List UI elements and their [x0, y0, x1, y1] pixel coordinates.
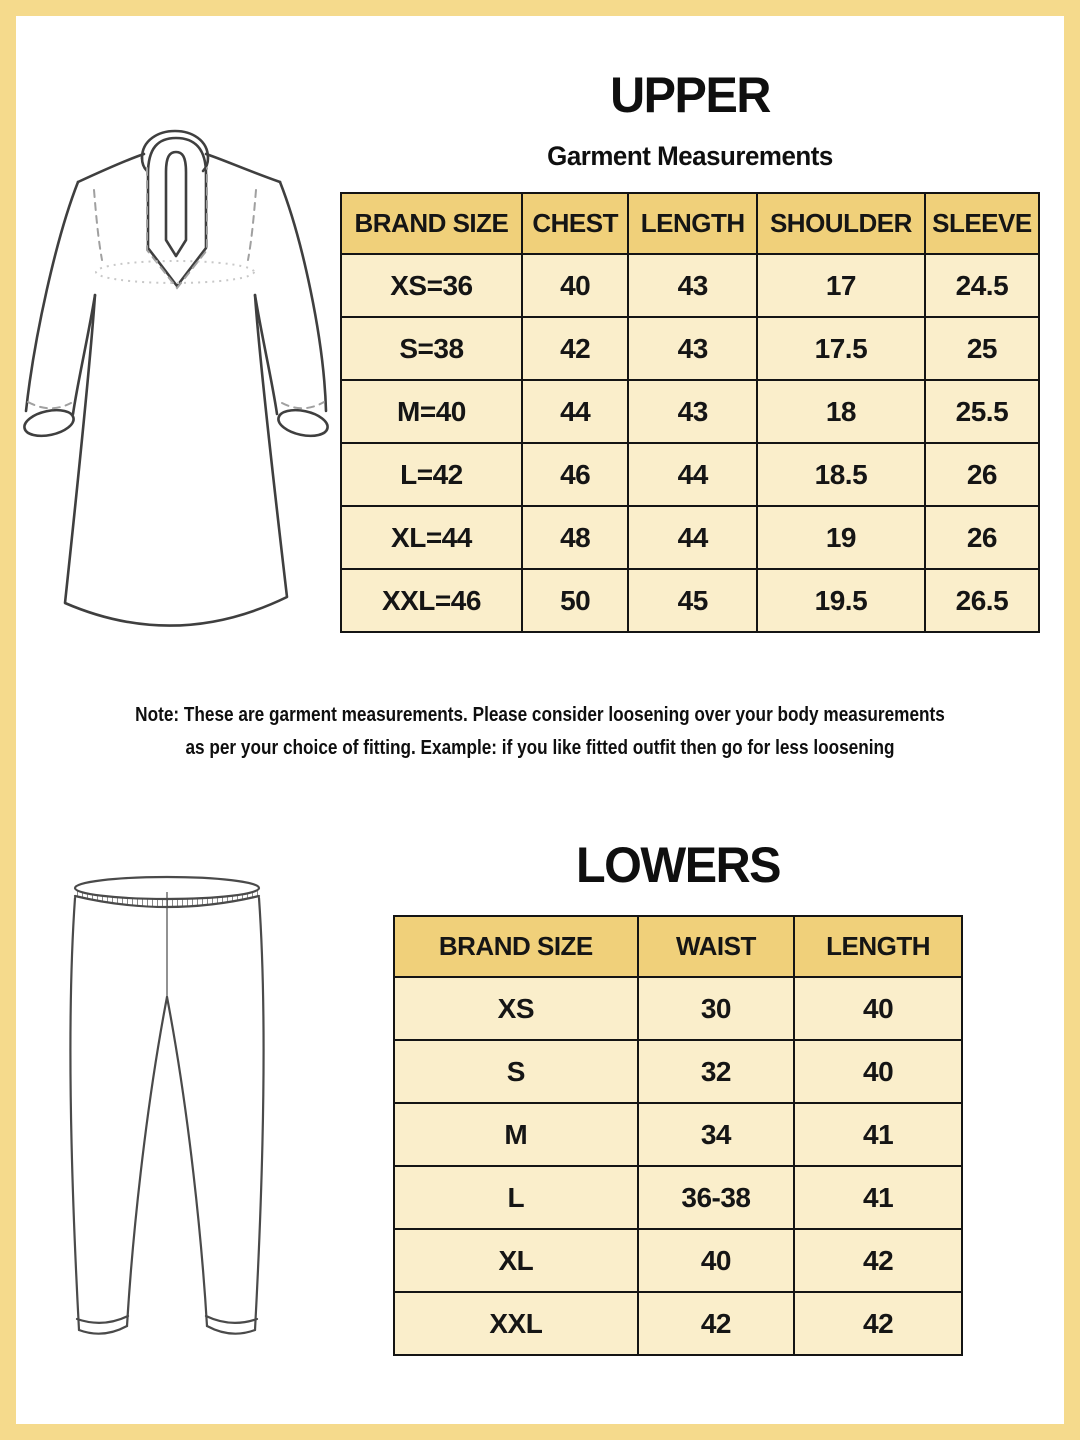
table-cell: 19 — [757, 506, 925, 569]
table-cell: 43 — [628, 317, 757, 380]
table-cell: 26 — [925, 506, 1039, 569]
column-header: BRAND SIZE — [341, 193, 522, 254]
table-cell: M — [394, 1103, 638, 1166]
table-cell: 42 — [794, 1229, 962, 1292]
table-cell: 34 — [638, 1103, 795, 1166]
measurement-note-line1: Note: These are garment measurements. Please consider loosening over your body measurements — [135, 704, 945, 726]
table-cell: 40 — [794, 977, 962, 1040]
table-row — [341, 506, 1039, 569]
table-cell: 25.5 — [925, 380, 1039, 443]
lowers-size-table — [393, 915, 963, 1356]
table-cell: 44 — [522, 380, 629, 443]
upper-section-title: UPPER — [610, 67, 770, 123]
table-cell: 18.5 — [757, 443, 925, 506]
table-cell: 26.5 — [925, 569, 1039, 632]
pants-illustration — [40, 862, 290, 1340]
table-cell: 40 — [794, 1040, 962, 1103]
column-header: LENGTH — [794, 916, 962, 977]
table-cell: 25 — [925, 317, 1039, 380]
table-cell: 44 — [628, 443, 757, 506]
table-cell: 24.5 — [925, 254, 1039, 317]
table-cell: 19.5 — [757, 569, 925, 632]
table-cell: 41 — [794, 1166, 962, 1229]
table-row — [394, 1103, 962, 1166]
table-cell: 42 — [522, 317, 629, 380]
column-header: BRAND SIZE — [394, 916, 638, 977]
table-cell: 43 — [628, 254, 757, 317]
column-header: CHEST — [522, 193, 629, 254]
table-cell: 18 — [757, 380, 925, 443]
column-header: WAIST — [638, 916, 795, 977]
table-cell: XXL=46 — [341, 569, 522, 632]
column-header: LENGTH — [628, 193, 757, 254]
table-cell: XXL — [394, 1292, 638, 1355]
table-row — [394, 1229, 962, 1292]
table-row — [341, 254, 1039, 317]
table-cell: 32 — [638, 1040, 795, 1103]
header-row — [341, 193, 1039, 254]
table-cell: 45 — [628, 569, 757, 632]
table-cell: 36-38 — [638, 1166, 795, 1229]
table-cell: 44 — [628, 506, 757, 569]
table-cell: 43 — [628, 380, 757, 443]
header-row — [394, 916, 962, 977]
table-cell: 50 — [522, 569, 629, 632]
lowers-section-title: LOWERS — [575, 837, 781, 893]
table-row — [394, 1292, 962, 1355]
upper-size-table — [340, 192, 1040, 633]
table-cell: 40 — [522, 254, 629, 317]
table-cell: 42 — [794, 1292, 962, 1355]
table-cell: 17.5 — [757, 317, 925, 380]
kurta-illustration — [18, 108, 334, 656]
table-cell: S — [394, 1040, 638, 1103]
table-row — [394, 1166, 962, 1229]
table-cell: L=42 — [341, 443, 522, 506]
measurement-note — [76, 699, 1005, 765]
table-row — [341, 569, 1039, 632]
table-cell: XS — [394, 977, 638, 1040]
upper-section-subtitle: Garment Measurements — [547, 141, 833, 171]
column-header: SLEEVE — [925, 193, 1039, 254]
table-cell: 41 — [794, 1103, 962, 1166]
table-cell: 42 — [638, 1292, 795, 1355]
table-row — [394, 1040, 962, 1103]
table-cell: M=40 — [341, 380, 522, 443]
table-row — [394, 977, 962, 1040]
table-cell: XL=44 — [341, 506, 522, 569]
column-header: SHOULDER — [757, 193, 925, 254]
table-cell: S=38 — [341, 317, 522, 380]
table-cell: 30 — [638, 977, 795, 1040]
table-cell: L — [394, 1166, 638, 1229]
table-cell: XL — [394, 1229, 638, 1292]
table-cell: 26 — [925, 443, 1039, 506]
table-cell: XS=36 — [341, 254, 522, 317]
table-row — [341, 380, 1039, 443]
table-cell: 48 — [522, 506, 629, 569]
table-cell: 17 — [757, 254, 925, 317]
table-cell: 46 — [522, 443, 629, 506]
table-cell: 40 — [638, 1229, 795, 1292]
measurement-note-line2: as per your choice of fitting. Example: if you like fitted outfit then go for less loosening — [185, 737, 895, 759]
table-row — [341, 443, 1039, 506]
table-row — [341, 317, 1039, 380]
